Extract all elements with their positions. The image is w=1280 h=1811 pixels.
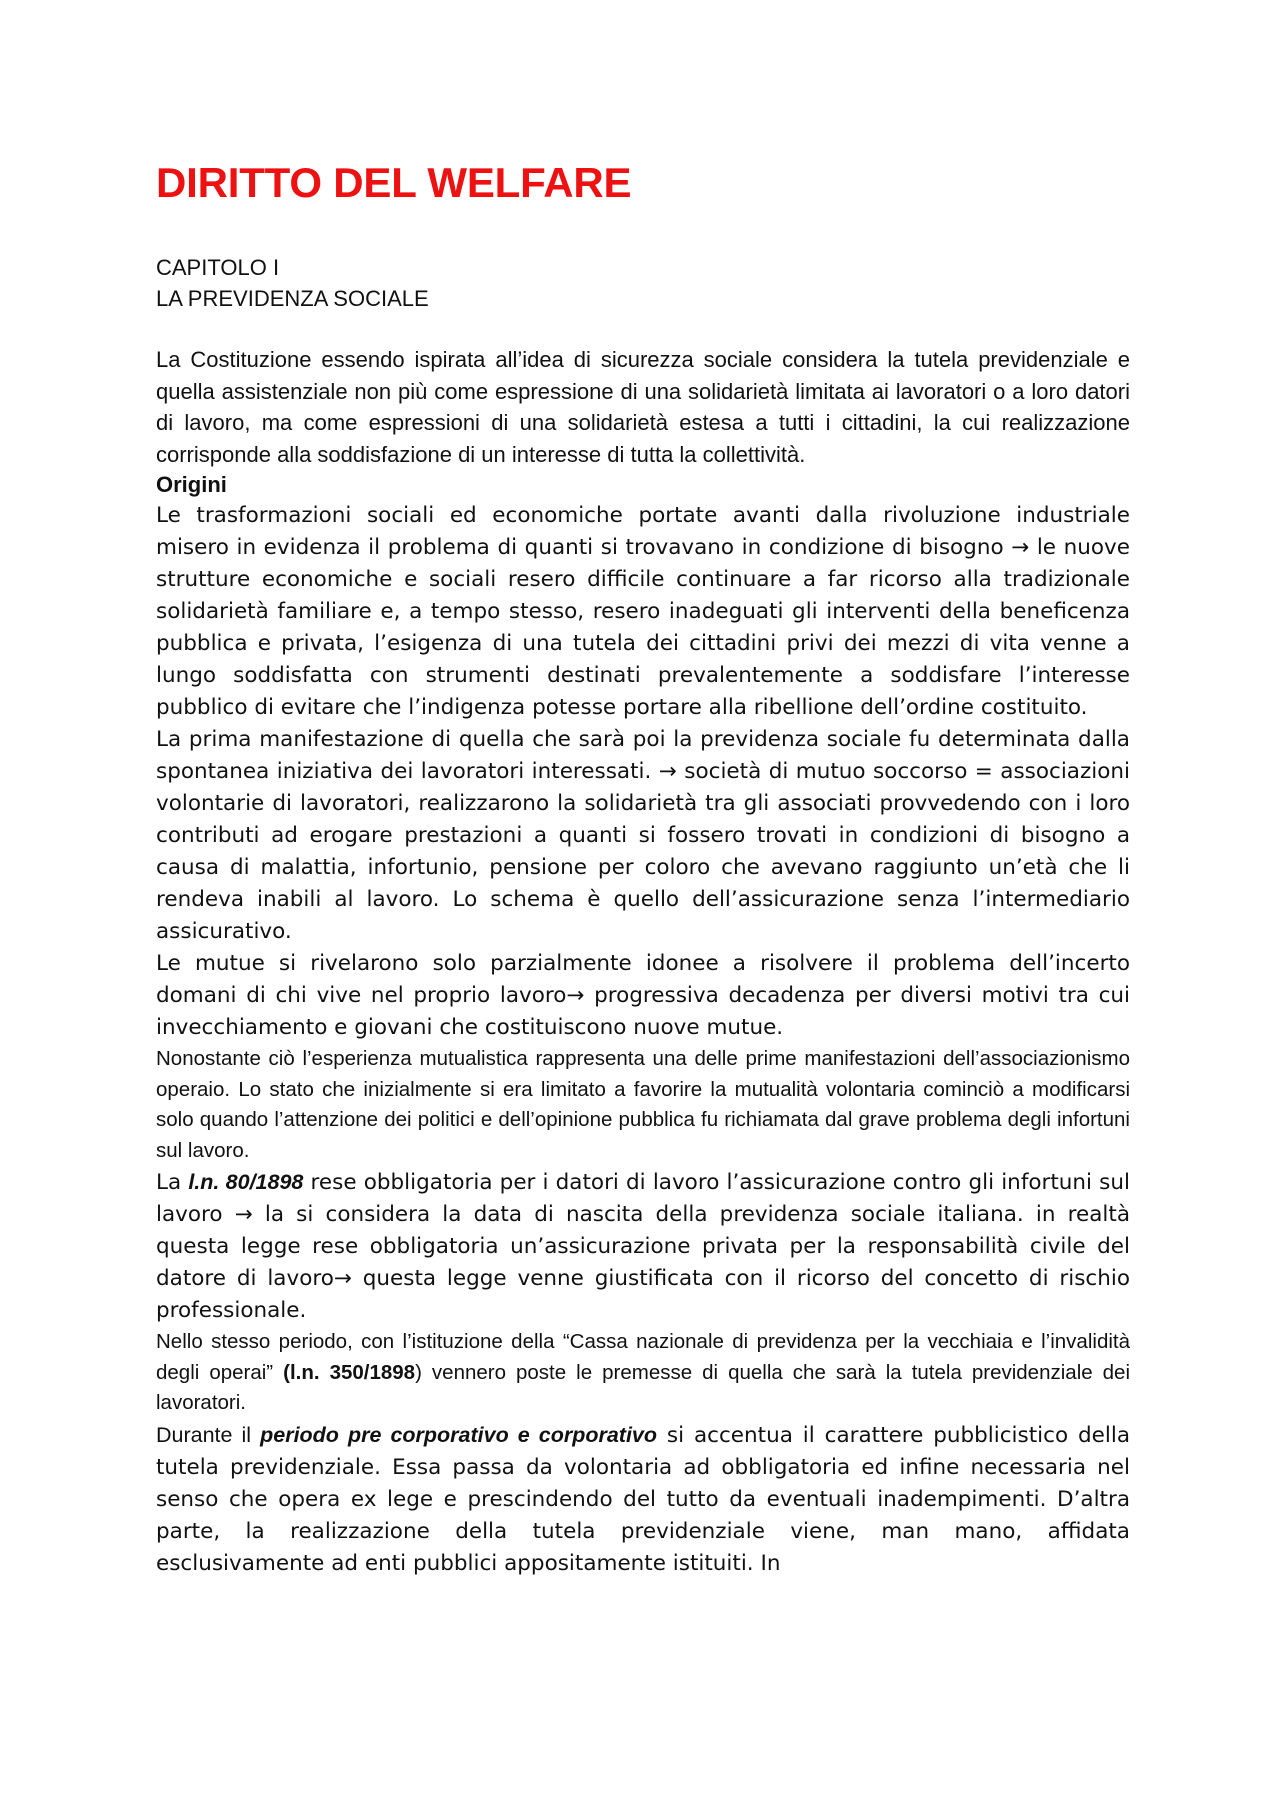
emphasis-periodo-corporativo: periodo pre corporativo e corporativo: [260, 1422, 658, 1447]
law-reference-350-1898: (l.n. 350/1898: [283, 1360, 416, 1384]
document-title: DIRITTO DEL WELFARE: [156, 159, 632, 206]
paragraph-cassa-nazionale: [156, 1327, 1130, 1419]
text-segment: rese obbligatoria per i datori di lavoro l’assicurazione contro gli infortuni sul lavoro → la si considera la data di nascita della previdenza sociale italiana. in realtà questa legge rese obbligatoria un’assicurazione privata per la responsabilità civile del datore di lavoro→ questa legge venne giustificata con il ricorso del concetto di rischio professionale.: [156, 1170, 1130, 1323]
chapter-label: CAPITOLO I: [156, 255, 280, 280]
text-segment: ) vennero poste le premesse di quella che sarà la tutela previdenziale dei lavoratori.: [156, 1360, 1131, 1414]
paragraph-periodo-corporativo: [156, 1419, 1130, 1580]
paragraph-origini: Le trasformazioni sociali ed economiche portate avanti dalla rivoluzione industriale misero in evidenza il problema di quanti si trovavano in condizione di bisogno → le nuove strutture economiche e sociali resero difficile continuare a far ricorso alla tradizionale solidarietà familiare e, a tempo stesso, resero inadeguati gli interventi della beneficenza pubblica e privata, l’esigenza di una tutela dei cittadini privi dei mezzi di vita venne a lungo soddisfatta con strumenti destinati prevalentemente a soddisfare l’interesse pubblico di evitare che l’indigenza potesse portare alla ribellione dell’ordine costituito.: [156, 503, 1130, 720]
heading-origini: Origini: [156, 472, 227, 497]
paragraph-intro: La Costituzione essendo ispirata all’idea di sicurezza sociale considera la tutela previdenziale e quella assistenziale non più come espressione di una solidarietà limitata ai lavoratori o a loro datori di lavoro, ma come espressioni di una solidarietà estesa a tutti i cittadini, la cui realizzazione corrisponde alla soddisfazione di un interesse di tutta la collettività.: [156, 347, 1130, 467]
law-reference-80-1898: l.n. 80/1898: [188, 1170, 304, 1194]
paragraph-legge-80-1898: [156, 1166, 1130, 1327]
paragraph-nonostante: Nonostante ciò l’esperienza mutualistica rappresenta una delle prime manifestazioni dell’associazionismo operaio. Lo stato che inizialmente si era limitato a favorire la mutualità volontaria cominciò a modificarsi solo quando l’attenzione dei politici e dell’opinione pubblica fu richiamata dal grave problema degli infortuni sul lavoro.: [156, 1047, 1130, 1162]
paragraph-prima-manifestazione: La prima manifestazione di quella che sarà poi la previdenza sociale fu determinata dalla spontanea iniziativa dei lavoratori interessati. → società di mutuo soccorso = associazioni volontarie di lavoratori, realizzarono la solidarietà tra gli associati provvedendo con i loro contributi ad erogare prestazioni a quanti si fossero trovati in condizioni di bisogno a causa di malattia, infortunio, pensione per coloro che avevano raggiunto un’età che li rendeva inabili al lavoro. Lo schema è quello dell’assicurazione senza l’intermediario assicurativo.: [156, 727, 1130, 944]
text-segment: La: [156, 1170, 189, 1195]
text-segment: Durante il: [156, 1422, 261, 1447]
paragraph-mutue: Le mutue si rivelarono solo parzialmente idonee a risolvere il problema dell’incerto domani di chi vive nel proprio lavoro→ progressiva decadenza per diversi motivi tra cui invecchiamento e giovani che costituiscono nuove mutue.: [156, 951, 1130, 1040]
text-segment: si accentua il carattere pubblicistico della tutela previdenziale. Essa passa da volontaria ad obbligatoria ed infine necessaria nel senso che opera ex lege e prescindendo del tutto da eventuali inadempimenti. D’altra parte, la realizzazione della tutela previdenziale viene, man mano, affidata esclusivamente ad enti pubblici appositamente istituiti. In: [156, 1422, 1130, 1576]
chapter-title: LA PREVIDENZA SOCIALE: [156, 286, 429, 311]
document-page: [156, 158, 1130, 1580]
text-segment: Nello stesso periodo, con l’istituzione della “Cassa nazionale di previdenza per la vecchiaia e l’invalidità degli operai”: [156, 1330, 1130, 1384]
